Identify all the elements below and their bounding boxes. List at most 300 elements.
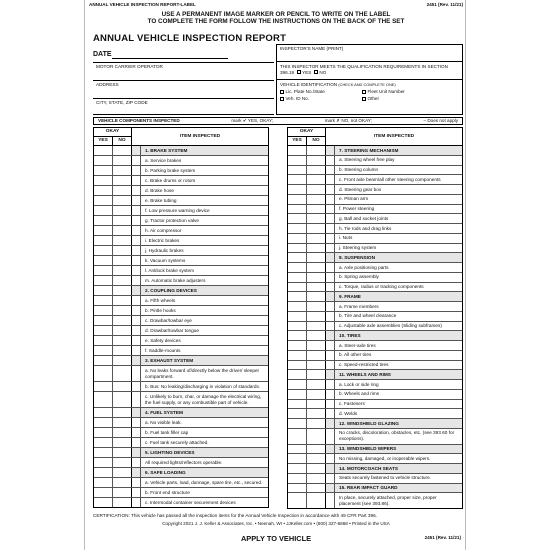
inspection-item-row <box>94 236 268 246</box>
item-label: a. Vehicle parts, load, dunnage, spare tire, etc., secured. <box>145 479 263 485</box>
yes-okay-cell[interactable] <box>94 336 113 345</box>
yes-okay-cell <box>288 484 307 493</box>
item-label: a. Frame members <box>339 303 379 309</box>
yes-okay-cell[interactable] <box>288 175 307 184</box>
item-label: c. Adjustable axle assemblies (Sliding subframes) <box>339 323 442 328</box>
yes-okay-cell[interactable] <box>94 266 113 275</box>
item-label: d. Steering gear box <box>339 186 382 192</box>
item-label: c. Brake drums or rotors <box>145 177 196 183</box>
section-title: 7. STEERING MECHANISM <box>339 147 399 153</box>
qualification-text: THIS INSPECTOR MEETS THE QUALIFICATION REQUIREMENTS IN SECTION 396.19 <box>280 64 448 75</box>
row-gutter <box>326 185 335 194</box>
no-okay-cell[interactable] <box>113 418 132 427</box>
inspection-item-row <box>288 214 462 224</box>
no-okay-cell[interactable] <box>113 316 132 325</box>
yes-okay-cell <box>94 356 113 365</box>
address-field[interactable] <box>93 80 274 98</box>
no-okay-cell[interactable] <box>307 234 326 243</box>
vehicle-id-label: VEHICLE IDENTIFICATION <box>280 82 338 87</box>
row-gutter <box>132 206 141 215</box>
item-label: h. Tie rods and drag links <box>339 225 392 231</box>
yes-okay-cell[interactable] <box>288 429 307 444</box>
yes-okay-cell[interactable] <box>288 205 307 214</box>
no-okay-cell <box>113 146 132 155</box>
item-label: b. Tire and wheel clearance <box>339 313 397 319</box>
motor-carrier-field[interactable] <box>93 62 274 80</box>
row-gutter <box>132 428 141 437</box>
section-header-row <box>288 292 462 302</box>
qualification-no-checkbox[interactable] <box>314 70 318 74</box>
no-okay-cell[interactable] <box>307 205 326 214</box>
yes-okay-cell[interactable] <box>288 400 307 409</box>
no-okay-cell[interactable] <box>307 380 326 389</box>
no-okay-cell[interactable] <box>307 351 326 360</box>
item-label: a. Lock or side ring <box>339 381 379 387</box>
item-label: b. Steering column <box>339 167 379 172</box>
row-gutter <box>326 484 335 493</box>
yes-okay-cell[interactable] <box>94 306 113 315</box>
inspection-item-row <box>288 312 462 322</box>
inspector-name-label: INSPECTOR'S NAME (PRINT) <box>280 46 344 51</box>
section-title: 12. WINDSHIELD GLAZING <box>339 420 399 426</box>
yes-okay-cell[interactable] <box>288 322 307 331</box>
item-label: f. Power steering <box>339 206 375 211</box>
item-label: c. Torque, radius or tracking components <box>339 284 424 289</box>
item-label: b. Fuel tank filler cap <box>145 429 189 435</box>
item-label: a. Steer-axle tires <box>339 342 376 348</box>
no-okay-cell[interactable] <box>113 156 132 165</box>
row-gutter <box>326 273 335 282</box>
no-okay-cell[interactable] <box>307 166 326 175</box>
section-header-row <box>288 370 462 380</box>
inspection-item-row <box>94 438 268 448</box>
no-okay-cell[interactable] <box>307 263 326 272</box>
yes-okay-cell[interactable] <box>288 302 307 311</box>
left-table-header <box>93 127 269 145</box>
section-header-row <box>94 468 268 478</box>
yes-okay-cell[interactable] <box>288 273 307 282</box>
yes-okay-cell <box>288 253 307 262</box>
yes-okay-cell[interactable] <box>288 312 307 321</box>
item-label: d. Welds <box>339 410 358 416</box>
page-title: ANNUAL VEHICLE INSPECTION REPORT <box>93 33 287 44</box>
yes-okay-cell[interactable] <box>94 366 113 381</box>
yes-okay-cell[interactable] <box>94 156 113 165</box>
yes-okay-cell[interactable] <box>288 361 307 370</box>
section-title: 1. BRAKE SYSTEM <box>145 147 188 153</box>
yes-okay-cell[interactable] <box>94 428 113 437</box>
inspection-item-row <box>94 346 268 356</box>
no-okay-cell[interactable] <box>113 306 132 315</box>
row-gutter <box>326 156 335 165</box>
no-okay-cell[interactable] <box>113 326 132 335</box>
row-gutter <box>326 464 335 473</box>
yes-header: YES <box>94 137 113 145</box>
yes-okay-cell <box>94 286 113 295</box>
no-okay-cell[interactable] <box>113 236 132 245</box>
fleet-unit-label: Fleet Unit Number <box>367 89 405 94</box>
no-okay-cell[interactable] <box>307 390 326 399</box>
yes-okay-cell <box>288 445 307 454</box>
inspection-item-row <box>94 336 268 346</box>
vehicle-id-note: (CHECK AND COMPLETE ONE) <box>338 82 396 87</box>
left-inspection-table <box>93 127 269 508</box>
section-header-row <box>288 464 462 474</box>
item-label: l. Antilock brake system <box>145 267 194 273</box>
yes-okay-cell[interactable] <box>94 326 113 335</box>
inspection-item-row <box>288 224 462 234</box>
no-okay-cell <box>113 448 132 457</box>
row-gutter <box>132 266 141 275</box>
date-label: DATE <box>93 51 112 58</box>
item-inspected-header: ITEM INSPECTED <box>373 134 415 139</box>
inspection-item-row <box>288 322 462 332</box>
yes-okay-cell[interactable] <box>288 166 307 175</box>
yes-okay-cell[interactable] <box>288 390 307 399</box>
lic-plate-label: Lic. Plate No./State <box>285 89 325 94</box>
row-gutter <box>326 390 335 399</box>
inspection-label-sheet <box>84 0 466 550</box>
inspection-item-row <box>288 361 462 371</box>
no-okay-cell[interactable] <box>307 429 326 444</box>
yes-okay-cell <box>288 331 307 340</box>
no-okay-cell[interactable] <box>113 296 132 305</box>
yes-okay-cell[interactable] <box>288 244 307 253</box>
item-label: g. Ball and socket joints <box>339 215 389 221</box>
no-okay-cell[interactable] <box>113 366 132 381</box>
inspection-item-row <box>288 156 462 166</box>
no-okay-cell[interactable] <box>307 283 326 292</box>
row-gutter <box>132 326 141 335</box>
inspection-item-row <box>94 216 268 226</box>
inspection-item-row <box>288 493 462 508</box>
row-gutter <box>132 408 141 417</box>
no-okay-cell[interactable] <box>113 382 132 391</box>
no-okay-cell <box>307 484 326 493</box>
row-gutter <box>326 400 335 409</box>
section-header-row <box>94 286 268 296</box>
inspection-item-row <box>288 263 462 273</box>
row-gutter <box>132 286 141 295</box>
veh-id-checkbox[interactable] <box>280 97 284 101</box>
yes-okay-cell[interactable] <box>94 166 113 175</box>
yes-okay-cell[interactable] <box>94 488 113 497</box>
lic-plate-checkbox[interactable] <box>280 90 284 94</box>
form-number: 2451 (Rev. 11/21) <box>426 2 463 7</box>
row-gutter <box>132 216 141 225</box>
inspection-item-row <box>94 196 268 206</box>
inspection-item-row <box>94 418 268 428</box>
no-header: NO <box>118 138 126 143</box>
other-checkbox[interactable] <box>362 97 366 101</box>
no-okay-cell <box>307 445 326 454</box>
inspection-item-row <box>94 266 268 276</box>
yes-okay-cell <box>94 408 113 417</box>
item-label: b. Pintle hooks <box>145 307 176 313</box>
item-inspected-header: ITEM INSPECTED <box>179 134 221 139</box>
no-okay-cell[interactable] <box>113 488 132 497</box>
label-name: ANNUAL VEHICLE INSPECTION REPORT-LABEL <box>89 2 196 7</box>
item-label: j. Hydraulic brakes <box>145 247 184 253</box>
row-gutter <box>326 175 335 184</box>
yes-okay-cell[interactable] <box>288 380 307 389</box>
item-label: e. Pitman arm <box>339 196 369 202</box>
row-gutter <box>132 356 141 365</box>
no-okay-cell[interactable] <box>307 224 326 233</box>
section-header-row <box>288 146 462 156</box>
row-gutter <box>326 341 335 350</box>
row-gutter <box>326 244 335 253</box>
inspection-item-row <box>94 206 268 216</box>
no-okay-cell[interactable] <box>113 498 132 507</box>
yes-okay-cell[interactable] <box>94 382 113 391</box>
motor-carrier-label: MOTOR CARRIER OPERATOR <box>96 64 163 69</box>
yes-okay-cell[interactable] <box>94 256 113 265</box>
section-title: 3. EXHAUST SYSTEM <box>145 357 194 363</box>
row-gutter <box>132 346 141 355</box>
yes-okay-cell <box>94 468 113 477</box>
yes-okay-cell[interactable] <box>94 418 113 427</box>
yes-okay-cell[interactable] <box>288 185 307 194</box>
item-label: c. Unlikely to burn, char, or damage the electrical wiring, the fuel supply, or any combustible part of vehicle. <box>145 393 262 405</box>
item-label: b. Spring assembly <box>339 274 379 280</box>
yes-okay-cell[interactable] <box>94 246 113 255</box>
yes-okay-cell[interactable] <box>94 206 113 215</box>
apply-to-vehicle: APPLY TO VEHICLE <box>240 534 312 543</box>
qualification-yes-checkbox[interactable] <box>297 70 301 74</box>
row-gutter <box>326 166 335 175</box>
yes-okay-cell[interactable] <box>288 474 307 483</box>
yes-okay-cell <box>94 448 113 457</box>
copyright-text: Copyright 2021 J. J. Keller & Associates, Inc. • Neenah, WI • JJKeller.com • (800) 327-6868 • Printed in the USA <box>162 521 390 526</box>
yes-okay-cell <box>288 146 307 155</box>
item-label: d. Brake hose <box>145 187 174 193</box>
row-gutter <box>132 366 141 381</box>
yes-okay-cell[interactable] <box>94 186 113 195</box>
inspector-name-field[interactable] <box>276 44 463 62</box>
item-label: a. Axle positioning parts <box>339 264 389 270</box>
inspection-item-row <box>94 392 268 408</box>
row-gutter <box>326 224 335 233</box>
yes-okay-cell[interactable] <box>288 409 307 418</box>
row-gutter <box>326 283 335 292</box>
no-okay-cell <box>307 292 326 301</box>
marking-legend <box>93 117 463 125</box>
no-okay-cell[interactable] <box>307 312 326 321</box>
row-gutter <box>326 474 335 483</box>
item-label: b. Parking brake system <box>145 167 196 173</box>
yes-okay-cell <box>288 370 307 379</box>
yes-okay-cell[interactable] <box>288 341 307 350</box>
no-okay-cell[interactable] <box>113 206 132 215</box>
yes-okay-cell[interactable] <box>94 226 113 235</box>
yes-okay-cell[interactable] <box>94 498 113 507</box>
no-okay-cell[interactable] <box>307 244 326 253</box>
qualification-box <box>276 62 463 80</box>
row-gutter <box>132 498 141 507</box>
row-gutter <box>326 370 335 379</box>
inspection-item-row <box>288 244 462 254</box>
no-header: NO <box>312 138 320 143</box>
item-label: In place, securely attached, proper size, proper placement (see 393.86). <box>339 494 437 506</box>
section-title: 5. LIGHTING DEVICES <box>145 449 195 455</box>
inspection-item-row <box>288 195 462 205</box>
no-okay-cell[interactable] <box>113 478 132 487</box>
no-okay-cell[interactable] <box>113 428 132 437</box>
yes-okay-cell[interactable] <box>288 234 307 243</box>
yes-okay-cell[interactable] <box>94 458 113 467</box>
inspection-item-row <box>288 273 462 283</box>
no-okay-cell[interactable] <box>113 196 132 205</box>
section-header-row <box>288 419 462 429</box>
row-gutter <box>326 322 335 331</box>
no-okay-cell[interactable] <box>307 341 326 350</box>
inspection-item-row <box>288 400 462 410</box>
inspection-item-row <box>94 498 268 507</box>
no-okay-cell[interactable] <box>113 266 132 275</box>
yes-okay-cell[interactable] <box>94 478 113 487</box>
inspection-item-row <box>288 429 462 445</box>
no-okay-cell <box>307 370 326 379</box>
yes-okay-cell[interactable] <box>288 493 307 508</box>
item-label: a. Fifth wheels <box>145 297 176 303</box>
row-gutter <box>132 392 141 407</box>
no-okay-cell <box>113 468 132 477</box>
no-okay-cell[interactable] <box>307 322 326 331</box>
city-state-zip-field[interactable] <box>93 98 274 115</box>
inspection-item-row <box>94 478 268 488</box>
row-gutter <box>132 226 141 235</box>
row-gutter <box>132 186 141 195</box>
no-okay-cell[interactable] <box>307 400 326 409</box>
no-okay-cell[interactable] <box>307 474 326 483</box>
inspection-item-row <box>288 351 462 361</box>
instruction-line-2: TO COMPLETE THE FORM FOLLOW THE INSTRUCTIONS ON THE BACK OF THE SET <box>147 18 405 26</box>
no-okay-cell[interactable] <box>113 438 132 447</box>
no-okay-cell[interactable] <box>113 336 132 345</box>
yes-okay-cell[interactable] <box>288 156 307 165</box>
row-gutter <box>326 419 335 428</box>
row-gutter <box>326 263 335 272</box>
section-header-row <box>94 408 268 418</box>
fleet-unit-checkbox[interactable] <box>362 90 366 94</box>
section-title: 4. FUEL SYSTEM <box>145 409 183 415</box>
no-okay-cell[interactable] <box>307 409 326 418</box>
no-okay-cell[interactable] <box>307 361 326 370</box>
no-okay-cell[interactable] <box>307 273 326 282</box>
no-okay-cell[interactable] <box>113 346 132 355</box>
no-okay-cell[interactable] <box>113 276 132 285</box>
inspection-item-row <box>94 366 268 382</box>
yes-okay-cell[interactable] <box>94 176 113 185</box>
no-okay-cell[interactable] <box>113 246 132 255</box>
inspection-item-row <box>94 326 268 336</box>
yes-okay-cell <box>288 464 307 473</box>
certification-text: CERTIFICATION: This vehicle has passed all the inspection items for the Annual Vehicle Inspection in accordance with 49 CFR Part 396. <box>93 513 377 518</box>
no-okay-cell[interactable] <box>307 156 326 165</box>
yes-okay-cell[interactable] <box>94 392 113 407</box>
inspection-item-row <box>94 276 268 286</box>
inspection-item-row <box>94 296 268 306</box>
no-okay-cell[interactable] <box>113 256 132 265</box>
no-okay-cell[interactable] <box>113 166 132 175</box>
no-okay-cell[interactable] <box>113 226 132 235</box>
section-header-row <box>94 356 268 366</box>
no-okay-cell[interactable] <box>307 175 326 184</box>
no-okay-cell[interactable] <box>113 186 132 195</box>
other-label: Other <box>367 96 379 101</box>
no-okay-cell[interactable] <box>113 458 132 467</box>
row-gutter <box>132 296 141 305</box>
item-label: b. All other tires <box>339 352 372 358</box>
section-header-row <box>288 331 462 341</box>
no-okay-cell[interactable] <box>307 454 326 463</box>
section-header-row <box>288 253 462 263</box>
yes-okay-cell[interactable] <box>288 454 307 463</box>
date-field[interactable] <box>112 58 228 59</box>
yes-okay-cell[interactable] <box>94 346 113 355</box>
item-label: h. Air compressor <box>145 227 182 233</box>
inspection-item-row <box>94 176 268 186</box>
no-okay-cell[interactable] <box>307 493 326 508</box>
yes-okay-cell[interactable] <box>94 296 113 305</box>
yes-okay-cell[interactable] <box>94 276 113 285</box>
legend-mark-yes: mark ✔ YES, OKAY; <box>231 118 274 123</box>
no-okay-cell[interactable] <box>307 214 326 223</box>
row-gutter <box>326 351 335 360</box>
item-label: No cracks, discoloration, obstacles, etc. (see 393.60 for exceptions). <box>339 430 455 442</box>
veh-id-label: Veh. ID No. <box>285 96 309 101</box>
vehicle-identification-box <box>276 80 463 115</box>
inspection-item-row <box>94 458 268 468</box>
no-okay-cell[interactable] <box>307 195 326 204</box>
left-item-rows <box>93 145 269 508</box>
yes-okay-cell[interactable] <box>288 214 307 223</box>
row-gutter <box>132 146 141 155</box>
no-okay-cell[interactable] <box>113 216 132 225</box>
row-gutter <box>132 468 141 477</box>
legend-mark-no: mark ✗ NO, not OKAY; <box>324 118 372 123</box>
item-label: Seats securely fastened to vehicle structure. <box>339 475 431 481</box>
no-okay-cell[interactable] <box>113 392 132 407</box>
no-okay-cell[interactable] <box>307 302 326 311</box>
yes-okay-cell[interactable] <box>288 351 307 360</box>
yes-okay-cell[interactable] <box>288 195 307 204</box>
item-label: b. Bus: No leaking/discharging in violation of standards. <box>145 383 261 389</box>
qualification-no-label: NO <box>319 69 327 75</box>
yes-okay-cell[interactable] <box>94 216 113 225</box>
yes-okay-cell[interactable] <box>288 224 307 233</box>
right-table-header <box>287 127 463 145</box>
yes-okay-cell[interactable] <box>288 283 307 292</box>
yes-okay-cell[interactable] <box>94 196 113 205</box>
address-label: ADDRESS <box>96 82 119 87</box>
row-gutter <box>326 409 335 418</box>
yes-okay-cell[interactable] <box>94 236 113 245</box>
no-okay-cell[interactable] <box>307 185 326 194</box>
inspection-item-row <box>288 454 462 464</box>
yes-okay-cell <box>288 419 307 428</box>
inspection-item-row <box>94 246 268 256</box>
section-title: 13. WINDSHIELD WIPERS <box>339 446 397 451</box>
yes-okay-cell[interactable] <box>94 438 113 447</box>
yes-okay-cell[interactable] <box>288 263 307 272</box>
no-okay-cell[interactable] <box>113 176 132 185</box>
yes-okay-cell[interactable] <box>94 316 113 325</box>
yes-okay-cell <box>94 146 113 155</box>
inspection-item-row <box>94 488 268 498</box>
item-label: All required lights/reflectors operable. <box>145 459 223 465</box>
